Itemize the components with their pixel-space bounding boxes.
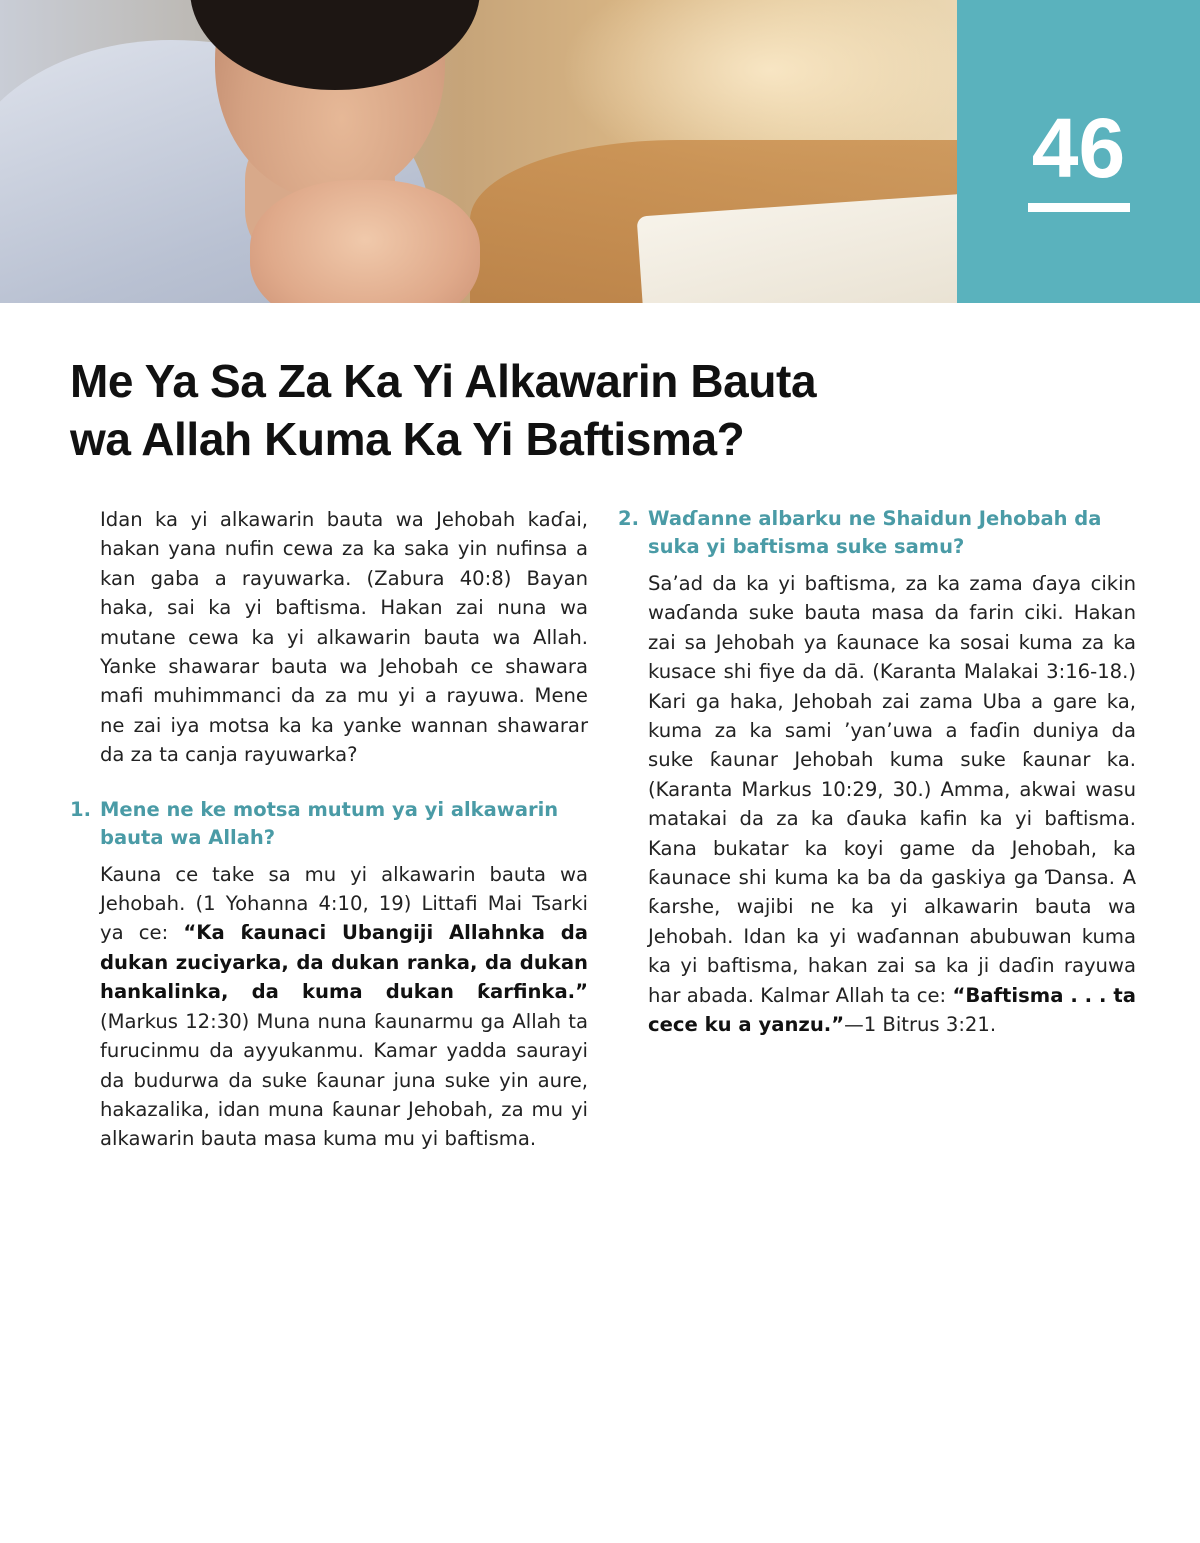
question-1-text: Mene ne ke motsa mutum ya yi alkawarin bauta wa Allah? xyxy=(100,797,559,849)
intro-paragraph: Idan ka yi alkawarin bauta wa Jehobah kaɗai, hakan yana nufin cewa za ka saka yin nufinsa a kan gaba a rayuwarka. (Zabura 40:8) Bayan haka, sai ka yi baftisma. Hakan zai nuna wa mutane cewa ka yi alkawarin bauta wa Allah. Yanke shawarar bauta wa Jehobah ce shawara mafi muhimmanci da za mu yi a rayuwa. Mene ne zai iya motsa ka ka yanke wannan shawarar da za ta canja rayuwarka? xyxy=(100,508,588,767)
answer-1-quote: “Ka ƙaunaci Ubangiji Allahnka da dukan zuciyarka, da dukan ranka, da dukan hankalinka, da kuma dukan ƙarfinka.” xyxy=(100,921,588,1004)
title-line-2: wa Allah Kuma Ka Yi Baftisma? xyxy=(70,413,745,465)
answer-2-paragraph xyxy=(648,569,1136,1040)
answer-2-text-a: Sa’ad da ka yi baftisma, za ka zama ɗaya cikin waɗanda suke bauta masa da farin ciki. Hakan zai sa Jehobah ya ƙaunace ka sosai kuma za ka kusace shi fiye da dā. (Karanta Malakai 3:16-18.) Kari ga haka, Jehobah zai zama Uba a gare ka, kuma za ka sami ’yan’uwa a faɗin duniya da suke ƙaunar Jehobah kuma suke ƙaunar ka. (Karanta Markus 10:29, 30.) Amma, akwai wasu matakai da za ka ɗauka kafin ka yi baftisma. Kana bukatar ka koyi game da Jehobah, ka ƙaunace shi kuma ka ba da gaskiya ga Ɗansa. A ƙarshe, wajibi ne ka yi alkawarin bauta wa Jehobah. Idan ka yi waɗannan abubuwan kuma ka yi baftisma, hakan zai sa ka ji daɗin rayuwa har abada. Kalmar Allah ta ce: xyxy=(648,572,1136,1007)
folded-hands xyxy=(250,180,480,303)
lesson-number: 46 xyxy=(1031,101,1126,195)
question-2-text: Waɗanne albarku ne Shaidun Jehobah da suka yi baftisma suke samu? xyxy=(648,507,1102,558)
answer-1-text-b: (Markus 12:30) Muna nuna ƙaunarmu ga Allah ta furucinmu da ayyukanmu. Kamar yadda saurayi da budurwa da suke ƙaunar juna suke yin aure, hakazalika, idan muna ƙaunar Jehobah, za mu yi alkawarin bauta masa kuma mu yi baftisma. xyxy=(100,1009,588,1151)
right-column xyxy=(618,505,1136,1040)
question-2-number: 2. xyxy=(618,507,639,530)
answer-2-text-b: —1 Bitrus 3:21. xyxy=(844,1013,997,1037)
lesson-number-underline xyxy=(1028,203,1130,212)
page-title xyxy=(70,352,1130,468)
question-2 xyxy=(618,505,1136,561)
hero-photo-praying-man xyxy=(0,0,957,303)
question-1 xyxy=(70,796,588,852)
answer-1-paragraph xyxy=(100,860,588,1154)
answer-2-quote: “Baftisma . . . ta cece ku a yanzu.” xyxy=(648,983,1136,1037)
lesson-number-badge xyxy=(957,0,1200,303)
answer-1-text-a: Kauna ce take sa mu yi alkawarin bauta wa Jehobah. (1 Yohanna 4:10, 19) Littafi Mai Tsarki ya ce: xyxy=(100,862,588,945)
title-line-1: Me Ya Sa Za Ka Yi Alkawarin Bauta xyxy=(70,355,817,407)
left-column xyxy=(70,505,588,1154)
question-1-number: 1. xyxy=(70,797,91,821)
